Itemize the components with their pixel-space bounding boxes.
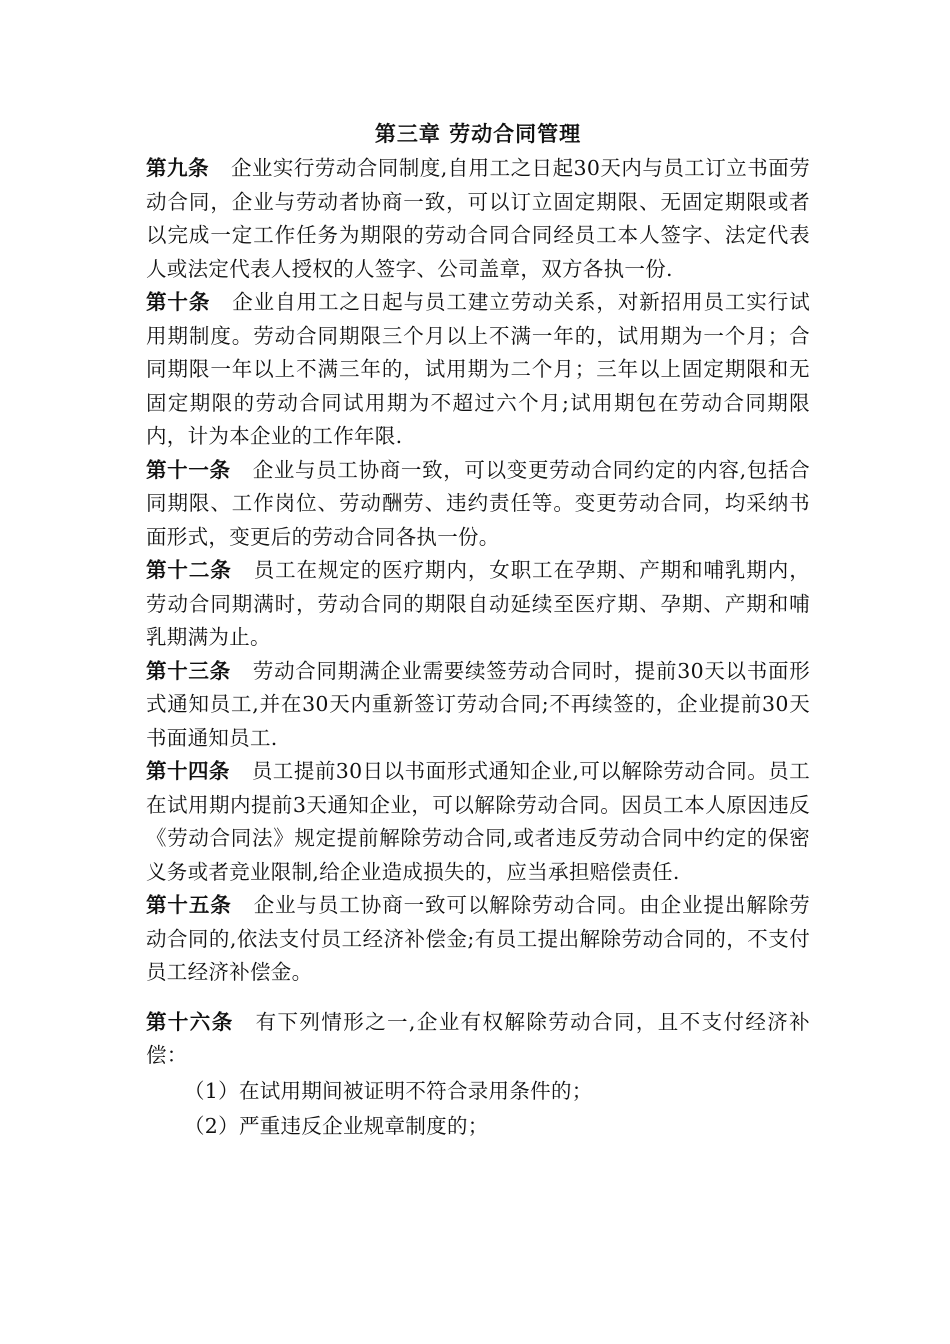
- article-text: 企业实行劳动合同制度,自用工之日起30天内与员工订立书面劳动合同，企业与劳动者协商一致，可以订立固定期限、无固定期限或者以完成一定工作任务为期限的劳动合同合同经员工本人签字、法定代表人或法定代表人授权的人签字、公司盖章，双方各执一份.: [146, 156, 810, 281]
- article-label: 第十二条: [146, 558, 232, 582]
- article-label: 第九条: [146, 156, 209, 180]
- list-item: （1）在试用期间被证明不符合录用条件的；: [184, 1078, 593, 1103]
- article-15: [146, 889, 810, 990]
- article-label: 第十四条: [146, 759, 230, 783]
- article-text: 劳动合同期满企业需要续签劳动合同时，提前30天以书面形式通知员工,并在30天内重新签订劳动合同;不再续签的，企业提前30天书面通知员工.: [146, 658, 810, 750]
- article-text: 员工在规定的医疗期内，女职工在孕期、产期和哺乳期内，劳动合同期满时，劳动合同的期限自动延续至医疗期、孕期、产期和哺乳期满为止。: [146, 558, 810, 649]
- article-10: [146, 286, 810, 454]
- chapter-title: 第三章 劳动合同管理: [374, 121, 582, 146]
- document-page: [146, 118, 810, 1144]
- article-label: 第十三条: [146, 658, 231, 683]
- article-14: [146, 755, 810, 889]
- article-label: 第十六条: [146, 1009, 234, 1034]
- article-9: [146, 152, 810, 286]
- article-13: [146, 655, 810, 756]
- list-item: （2）严重违反企业规章制度的；: [184, 1114, 489, 1138]
- article-12: [146, 554, 810, 655]
- article-text: 企业与员工协商一致，可以变更劳动合同约定的内容,包括合同期限、工作岗位、劳动酬劳、违约责任等。变更劳动合同，均采纳书面形式，变更后的劳动合同各执一份。: [146, 457, 810, 549]
- article-label: 第十五条: [146, 893, 232, 917]
- article-16: [146, 1006, 810, 1073]
- article-text: 有下列情形之一,企业有权解除劳动合同，且不支付经济补偿：: [146, 1009, 810, 1067]
- article-11: [146, 454, 810, 555]
- article-label: 第十条: [146, 290, 211, 314]
- article-label: 第十一条: [146, 457, 231, 482]
- article-text: 员工提前30日以书面形式通知企业,可以解除劳动合同。员工在试用期内提前3天通知企业，可以解除劳动合同。因员工本人原因违反《劳动合同法》规定提前解除劳动合同,或者违反劳动合同中约定的保密义务或者竞业限制,给企业造成损失的，应当承担赔偿责任.: [146, 759, 810, 884]
- article-text: 企业与员工协商一致可以解除劳动合同。由企业提出解除劳动合同的,依法支付员工经济补偿金;有员工提出解除劳动合同的，不支付员工经济补偿金。: [146, 893, 810, 984]
- article-text: 企业自用工之日起与员工建立劳动关系，对新招用员工实行试用期制度。劳动合同期限三个月以上不满一年的，试用期为一个月；合同期限一年以上不满三年的，试用期为二个月；三年以上固定期限和无固定期限的劳动合同试用期为不超过六个月;试用期包在劳动合同期限内，计为本企业的工作年限.: [146, 290, 810, 448]
